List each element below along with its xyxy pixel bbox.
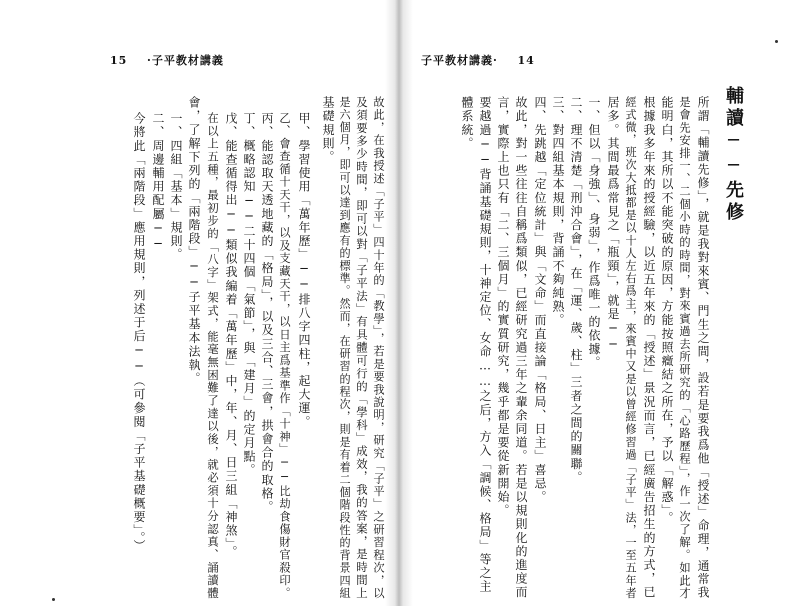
right-page-header-title: 子平教材講義· <box>421 54 498 67</box>
right-page-header <box>421 52 535 68</box>
left-page-number: 15 <box>110 54 128 67</box>
right-line-2: 是會先安排一、二個小時的時間，對來賓過去所研究的「心路歷程」，作一次了解。如此才 <box>678 96 691 600</box>
left-line-2: 及須要多少時間，即可以對「子平法」有具體可行的「學科」成效，我的答案，是時間上 <box>355 96 369 600</box>
right-line-5: 經式微，班次大抵都是以十人左右爲主，來賓中又是以曾經修習過「子平」法，一至五年者 <box>624 96 637 600</box>
left-page-header-title: ·子平教材講義 <box>147 54 224 67</box>
left-line-12: 一、四組「基本」規則。 <box>169 112 183 262</box>
section-title: 輔讀──先修 <box>723 86 744 224</box>
right-line-1: 所謂「輔讀先修」，就是我對來賓、門生之間，設若是要我爲他「授述」命理，通常我 <box>696 96 710 600</box>
left-page-header <box>110 52 224 68</box>
left-line-14: 今將此「兩階段」應用規則，列述于后──（可參閱「子平基礎概要」。） <box>132 112 146 553</box>
right-line-8: 二、理不清楚「刑沖合會」，在「運、歲、柱」三者之間的關聯。 <box>569 96 583 485</box>
left-page <box>0 0 395 606</box>
left-line-5: 甲、學習使用「萬年歷」──排八字四柱，起大運。 <box>297 112 311 429</box>
right-line-10: 四、先跳越「定位統計」與「文命」而直接論「格局、日主」喜忌。 <box>533 96 547 504</box>
left-line-7: 丙、能認取天透地藏的「格局」，以及三合、三會，拱會合的取格。 <box>260 112 274 514</box>
left-line-1: 故此，在我授述「子平」四十年的「教學」，若是要我說明，研究「子平」之研習程次，以 <box>372 96 385 600</box>
left-line-9: 戊、能查循得出──類似我編着「萬年歷」中，年、月、日三組「神煞」。 <box>224 112 238 559</box>
scan-speck <box>775 40 778 43</box>
left-line-10: 在以上五種，最初步的「八字」架式，能毫無困難了達以後，就必須十分認真、誦讀體 <box>206 112 220 600</box>
right-line-6: 居多。其間最爲常見之「瓶頸」，就是── <box>606 96 620 353</box>
left-line-3: 是六個月，即可以達到應有的標準。然而，在研習的程次，則是有着二個階段性的背景四組 <box>338 96 351 600</box>
left-line-8: 丁、概略認知──二十四個「氣節」，與「建月」的定月點。 <box>242 112 256 478</box>
left-line-4: 基礎規則。 <box>321 96 335 164</box>
left-line-11: 會，了解下列的「兩階段」──子平基本法執。 <box>187 96 201 386</box>
right-page-number: 14 <box>517 54 535 67</box>
right-line-12: 言，實際上也只有「二、三個月」的實質研究，幾乎都是要從新開始。 <box>496 96 510 518</box>
right-line-3: 能明白，其所以不能突破的原因，方能按照癥結之所在，予以「解惑」。 <box>660 96 674 526</box>
right-line-13: 要越過──背誦基礎規則，十神定位、女命……之后，方入「調候、格局」等之主 <box>478 96 492 594</box>
right-line-7: 一、但以「身強」、身弱」，作爲唯一的依據。 <box>587 96 601 370</box>
right-line-11: 故此，對一些往往自稱爲類似，已經研究過三年之輩余同道。若是以規則化的進度而 <box>514 96 528 600</box>
left-line-6: 乙、會查循十天干，以及支藏天干，以日主爲基準作「十神」──比劫食傷財官殺印。 <box>278 112 291 600</box>
scan-speck <box>52 598 55 601</box>
right-line-14: 體系統。 <box>460 96 474 151</box>
right-line-9: 三、對四組基本規則，背誦不夠純熟。 <box>551 96 565 328</box>
left-line-13: 二、周邊輔用配屬── <box>151 112 165 252</box>
right-line-4: 根據我多年來的授經驗，以近五年來的「授述」景況而言，已經廣告招生的方式，已 <box>642 96 656 600</box>
right-page <box>405 0 793 606</box>
